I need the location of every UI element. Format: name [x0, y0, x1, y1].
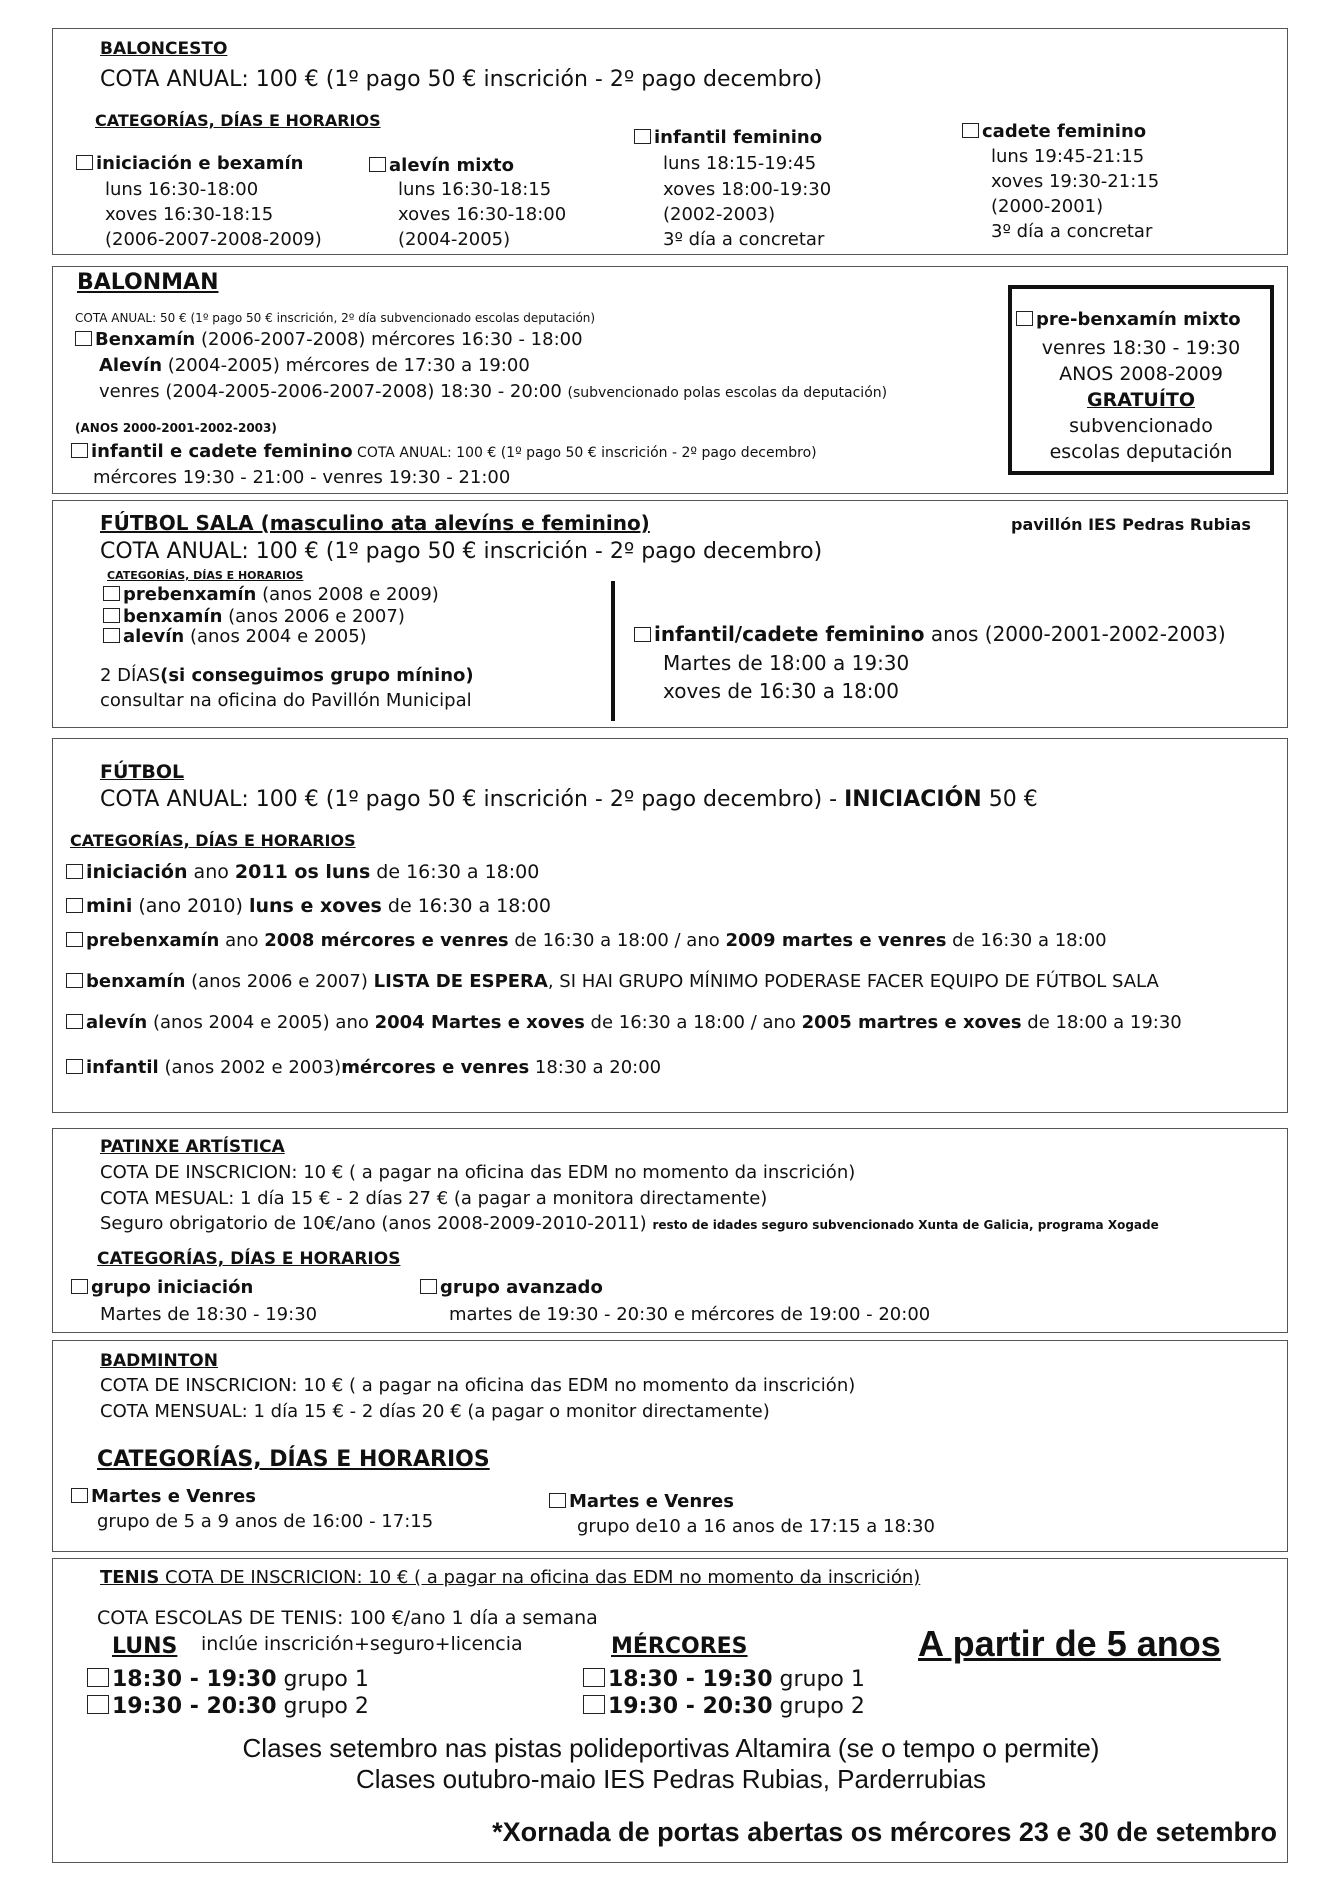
- category-text: , SI HAI GRUPO MÍNIMO PODERASE FACER EQUIPO DE FÚTBOL SALA: [547, 971, 1159, 992]
- checkbox[interactable]: [420, 1279, 437, 1294]
- category-text: mércores e venres: [341, 1057, 530, 1078]
- category-text: ano: [187, 861, 235, 883]
- checkbox[interactable]: [87, 1695, 109, 1714]
- section-title: PATINXE ARTÍSTICA: [100, 1137, 285, 1157]
- category-text: infantil: [86, 1057, 159, 1078]
- slot-checkbox-row[interactable]: 18:30 - 19:30 grupo 1: [87, 1667, 369, 1692]
- checkbox[interactable]: [369, 157, 386, 172]
- checkbox[interactable]: [634, 627, 651, 642]
- checkbox[interactable]: [71, 443, 88, 458]
- cota-text: COTA ANUAL: 100 € (1º pago 50 € inscrición - 2º pago decembro) - INICIACIÓN 50 €: [100, 787, 1038, 812]
- categories-header: CATEGORÍAS, DÍAS E HORARIOS: [95, 111, 381, 130]
- category-checkbox-row[interactable]: infantil/cadete feminino anos (2000-2001-2002-2003): [634, 622, 1226, 646]
- schedule-line: xoves 16:30-18:00: [398, 204, 567, 225]
- section-title: BALONCESTO: [100, 39, 228, 59]
- category-text: alevín: [86, 1012, 148, 1033]
- checkbox[interactable]: [634, 129, 651, 144]
- schedule-line: xoves 18:00-19:30: [663, 179, 832, 200]
- category-checkbox-row[interactable]: [66, 1012, 1182, 1033]
- category-checkbox-row[interactable]: Benxamín (2006-2007-2008) mércores 16:30 - 18:00: [75, 329, 583, 350]
- category-text: (anos 2002 e 2003): [158, 1057, 342, 1078]
- section-title: BADMINTON: [100, 1351, 218, 1371]
- includes-note: inclúe inscrición+seguro+licencia: [201, 1633, 523, 1655]
- schedule-line: grupo de 5 a 9 anos de 16:00 - 17:15: [97, 1511, 434, 1532]
- open-day-note: *Xornada de portas abertas os mércores 23 e 30 de setembro: [492, 1817, 1277, 1847]
- schedule-line: luns 16:30-18:15: [398, 179, 552, 200]
- category-checkbox-row[interactable]: [66, 1057, 661, 1078]
- category-checkbox-row[interactable]: grupo avanzado: [420, 1277, 603, 1298]
- category-checkbox-row[interactable]: pre-benxamín mixto: [1016, 309, 1241, 330]
- schedule-line: venres (2004-2005-2006-2007-2008) 18:30 - 20:00 (subvencionado polas escolas da deputación): [99, 381, 888, 402]
- cota-text: COTA ANUAL: 100 € (1º pago 50 € inscrición - 2º pago decembro): [100, 539, 823, 564]
- checkbox[interactable]: [66, 932, 83, 947]
- section-futbol-sala: [52, 500, 1288, 728]
- checkbox[interactable]: [71, 1279, 88, 1294]
- category-text: de 16:30 a 18:00 / ano: [508, 930, 726, 951]
- section-baloncesto: [52, 28, 1288, 255]
- slot-checkbox-row[interactable]: 18:30 - 19:30 grupo 1: [583, 1667, 865, 1692]
- category-text: de 16:30 a 18:00: [946, 930, 1107, 951]
- section-balonman: [52, 266, 1288, 494]
- section-title: FÚTBOL: [100, 761, 185, 783]
- consult-note: consultar na oficina do Pavillón Municipal: [100, 690, 472, 711]
- years-label: (ANOS 2000-2001-2002-2003): [75, 421, 277, 435]
- schedule-line: venres 18:30 - 19:30: [1041, 337, 1241, 359]
- category-checkbox-row[interactable]: infantil e cadete feminino COTA ANUAL: 100 € (1º pago 50 € inscrición - 2º pago decembro): [71, 441, 817, 462]
- categories-header: CATEGORÍAS, DÍAS E HORARIOS: [70, 831, 356, 850]
- category-text: 2009 martes e venres: [725, 930, 947, 951]
- age-headline: A partir de 5 anos: [918, 1623, 1221, 1664]
- schedule-line: (2006-2007-2008-2009): [105, 229, 322, 250]
- category-text: prebenxamín: [86, 930, 220, 951]
- slot-checkbox-row[interactable]: 19:30 - 20:30 grupo 2: [583, 1694, 865, 1719]
- categories-header: CATEGORÍAS, DÍAS E HORARIOS: [107, 569, 304, 582]
- tenis-header-line: TENIS COTA DE INSCRICION: 10 € ( a pagar na oficina das EDM no momento da inscrición): [100, 1567, 921, 1588]
- category-checkbox-row[interactable]: alevín mixto: [369, 155, 514, 176]
- category-text: iniciación: [86, 861, 188, 883]
- schedule-line: xoves 16:30-18:15: [105, 204, 274, 225]
- schedule-line: Alevín (2004-2005) mércores de 17:30 a 19:00: [99, 355, 530, 376]
- checkbox[interactable]: [549, 1493, 566, 1508]
- classes-line: Clases setembro nas pistas polideportivas Altamira (se o tempo o permite): [242, 1733, 1100, 1763]
- category-text: (anos 2004 e 2005) ano: [147, 1012, 375, 1033]
- category-text: 2011 os luns: [234, 861, 371, 883]
- schedule-line: (2000-2001): [991, 196, 1104, 217]
- category-text: de 16:30 a 18:00 / ano: [584, 1012, 802, 1033]
- info-line: COTA DE INSCRICION: 10 € ( a pagar na oficina das EDM no momento da inscrición): [100, 1162, 856, 1183]
- schedule-line: xoves 19:30-21:15: [991, 171, 1160, 192]
- schedule-line: luns 16:30-18:00: [105, 179, 259, 200]
- subsidy-line: escolas deputación: [1049, 441, 1233, 463]
- schedule-line: 3º día a concretar: [991, 221, 1153, 242]
- category-checkbox-row[interactable]: cadete feminino: [962, 121, 1146, 142]
- category-text: 2008 mércores e venres: [264, 930, 509, 951]
- category-checkbox-row[interactable]: [66, 971, 1159, 992]
- checkbox[interactable]: [1016, 311, 1033, 326]
- years-line: ANOS 2008-2009: [1059, 363, 1223, 385]
- category-text: mini: [86, 895, 133, 917]
- prebenxamin-box: [1008, 285, 1274, 475]
- checkbox[interactable]: [583, 1695, 605, 1714]
- info-line: COTA ESCOLAS DE TENIS: 100 €/ano 1 día a semana: [97, 1607, 598, 1629]
- place-label: pavillón IES Pedras Rubias: [1011, 515, 1251, 534]
- free-label: GRATUÍTO: [1086, 389, 1196, 411]
- section-title: BALONMAN: [77, 270, 219, 295]
- slot-checkbox-row[interactable]: 19:30 - 20:30 grupo 2: [87, 1694, 369, 1719]
- category-text: ano: [219, 930, 265, 951]
- category-text: (ano 2010): [132, 895, 249, 917]
- schedule-line: xoves de 16:30 a 18:00: [663, 679, 899, 703]
- section-futbol: [52, 738, 1288, 1113]
- schedule-line: mércores 19:30 - 21:00 - venres 19:30 - 21:00: [93, 467, 511, 488]
- info-line: COTA MESUAL: 1 día 15 € - 2 días 27 € (a pagar a monitora directamente): [100, 1188, 768, 1209]
- checkbox[interactable]: [103, 586, 120, 601]
- category-checkbox-row[interactable]: [66, 895, 551, 917]
- day-header-luns: LUNS: [112, 1634, 178, 1659]
- clases-info: [53, 1733, 1289, 1795]
- category-text: de 18:00 a 19:30: [1021, 1012, 1182, 1033]
- checkbox[interactable]: [103, 628, 120, 643]
- prebenxamin-details: [1012, 335, 1270, 465]
- schedule-line: martes de 19:30 - 20:30 e mércores de 19:00 - 20:00: [449, 1304, 931, 1325]
- schedule-line: luns 18:15-19:45: [663, 153, 817, 174]
- category-checkbox-row[interactable]: infantil feminino: [634, 127, 822, 148]
- category-checkbox-row[interactable]: alevín (anos 2004 e 2005): [103, 626, 367, 647]
- category-checkbox-row[interactable]: grupo iniciación: [71, 1277, 253, 1298]
- category-text: LISTA DE ESPERA: [373, 971, 548, 992]
- info-line: Seguro obrigatorio de 10€/ano (anos 2008-2009-2010-2011) resto de idades seguro subvencionado Xunta de Galicia, programa Xogade: [100, 1213, 1159, 1234]
- category-text: 2004 Martes e xoves: [374, 1012, 585, 1033]
- category-text: de 16:30 a 18:00: [381, 895, 551, 917]
- cota-text: COTA ANUAL: 50 € (1º pago 50 € inscrición, 2º día subvencionado escolas deputación): [75, 311, 596, 325]
- category-checkbox-row[interactable]: [66, 930, 1107, 951]
- category-checkbox-row[interactable]: Martes e Venres: [549, 1491, 734, 1512]
- checkbox[interactable]: [962, 123, 979, 138]
- classes-line: Clases outubro-maio IES Pedras Rubias, Parderrubias: [355, 1764, 987, 1794]
- checkbox[interactable]: [103, 608, 120, 623]
- subsidy-line: subvencionado: [1069, 415, 1213, 437]
- category-text: benxamín: [86, 971, 186, 992]
- schedule-line: luns 19:45-21:15: [991, 146, 1145, 167]
- column-divider: [611, 581, 615, 721]
- category-text: (anos 2006 e 2007): [185, 971, 374, 992]
- section-badminton: [52, 1340, 1288, 1552]
- categories-header: CATEGORÍAS, DÍAS E HORARIOS: [97, 1447, 490, 1472]
- checkbox[interactable]: [75, 331, 92, 346]
- cota-text: COTA ANUAL: 100 € (1º pago 50 € inscrición - 2º pago decembro): [100, 67, 823, 92]
- schedule-line: Martes de 18:00 a 19:30: [663, 651, 910, 675]
- category-text: de 16:30 a 18:00: [370, 861, 540, 883]
- schedule-line: grupo de10 a 16 anos de 17:15 a 18:30: [577, 1516, 935, 1537]
- category-checkbox-row[interactable]: iniciación e bexamín: [76, 153, 304, 174]
- schedule-line: (2004-2005): [398, 229, 511, 250]
- checkbox[interactable]: [76, 155, 93, 170]
- checkbox[interactable]: [66, 973, 83, 988]
- section-patinxe: [52, 1128, 1288, 1333]
- info-line: COTA DE INSCRICION: 10 € ( a pagar na oficina das EDM no momento da inscrición): [100, 1375, 856, 1396]
- category-text: 2005 martres e xoves: [801, 1012, 1022, 1033]
- checkbox[interactable]: [583, 1668, 605, 1687]
- checkbox[interactable]: [66, 864, 83, 879]
- schedule-line: Martes de 18:30 - 19:30: [100, 1304, 318, 1325]
- category-checkbox-row[interactable]: prebenxamín (anos 2008 e 2009): [103, 584, 439, 605]
- schedule-line: 3º día a concretar: [663, 229, 825, 250]
- schedule-line: (2002-2003): [663, 204, 776, 225]
- days-note: 2 DÍAS(si conseguimos grupo mínino): [100, 665, 474, 686]
- info-line: COTA MENSUAL: 1 día 15 € - 2 días 20 € (a pagar o monitor directamente): [100, 1401, 770, 1422]
- section-tenis: [52, 1558, 1288, 1863]
- checkbox[interactable]: [66, 1014, 83, 1029]
- category-checkbox-row[interactable]: Martes e Venres: [71, 1486, 256, 1507]
- category-text: luns e xoves: [248, 895, 382, 917]
- checkbox[interactable]: [66, 1059, 83, 1074]
- category-checkbox-row[interactable]: benxamín (anos 2006 e 2007): [103, 606, 405, 627]
- day-header-mercores: MÉRCORES: [611, 1634, 748, 1659]
- category-text: 18:30 a 20:00: [529, 1057, 662, 1078]
- section-title: FÚTBOL SALA (masculino ata alevíns e feminino): [100, 511, 650, 535]
- category-checkbox-row[interactable]: [66, 861, 539, 883]
- checkbox[interactable]: [66, 898, 83, 913]
- checkbox[interactable]: [71, 1488, 88, 1503]
- categories-header: CATEGORÍAS, DÍAS E HORARIOS: [97, 1249, 401, 1269]
- checkbox[interactable]: [87, 1668, 109, 1687]
